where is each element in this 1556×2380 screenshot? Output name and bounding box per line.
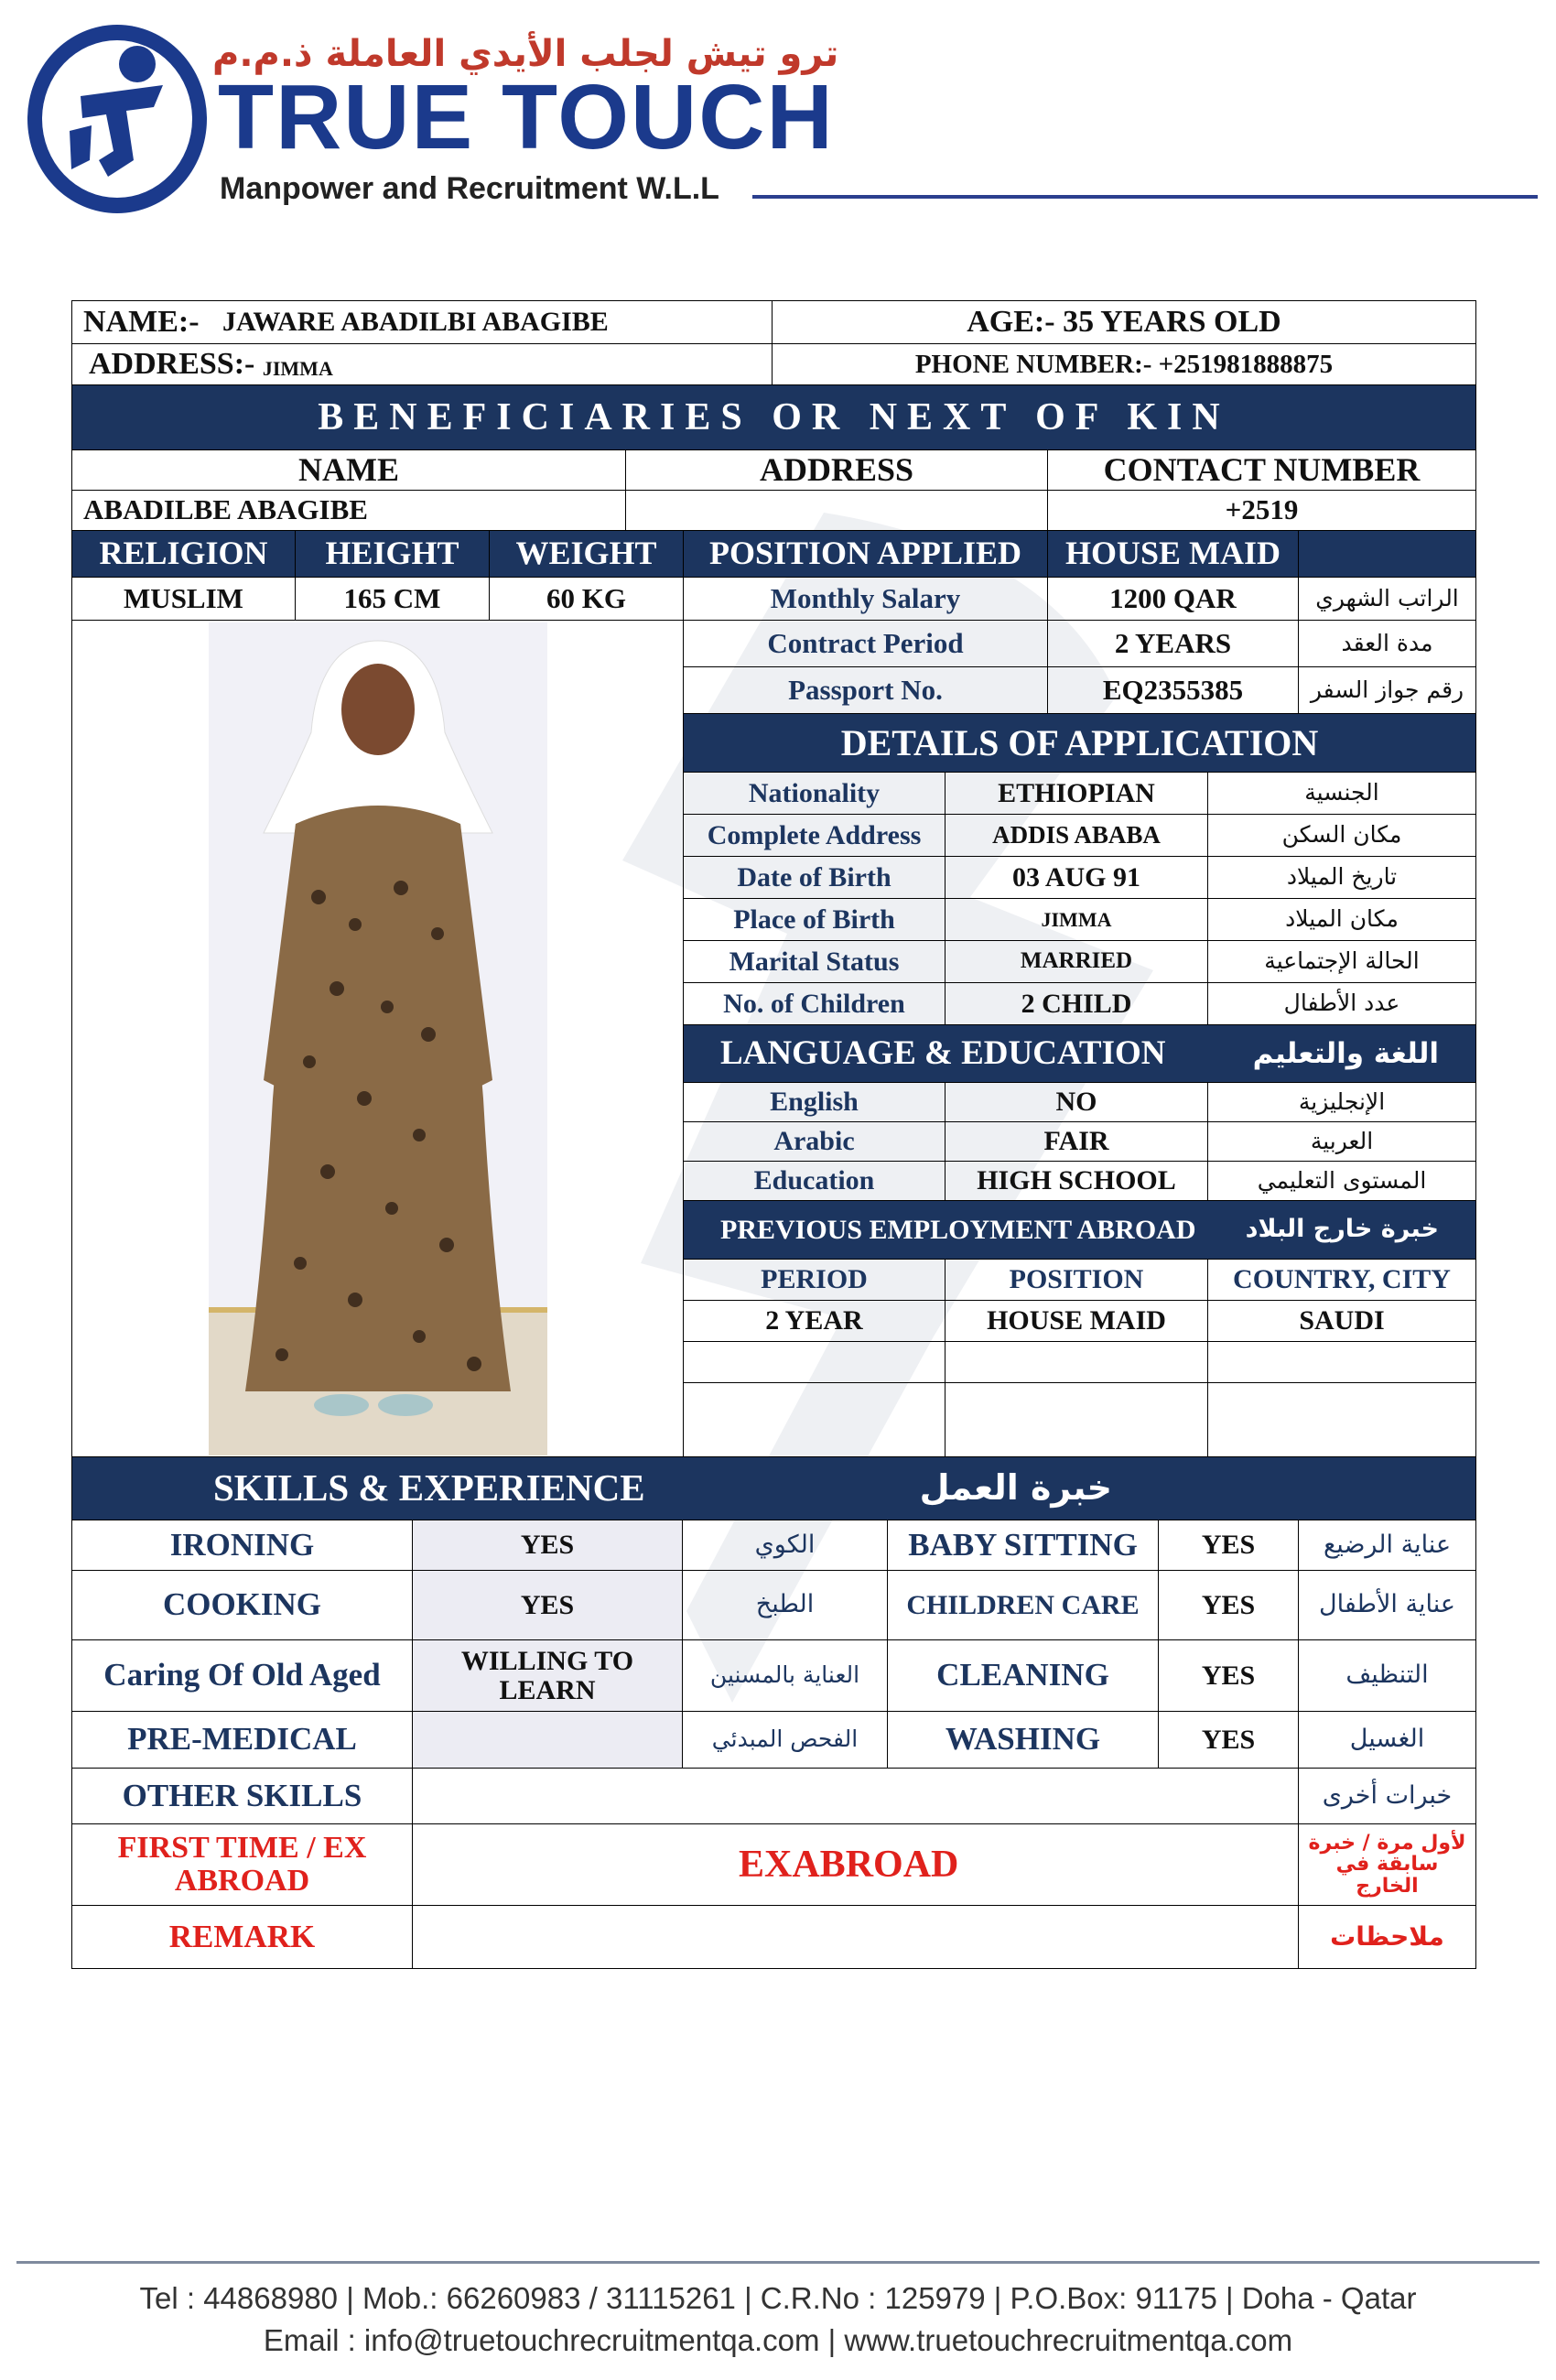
skill-babysitting-label: BABY SITTING	[887, 1520, 1159, 1571]
education-value: HIGH SCHOOL	[945, 1161, 1208, 1201]
skill-cooking-label: COOKING	[71, 1570, 413, 1640]
skill-ironing-label: IRONING	[71, 1520, 413, 1571]
children-label: No. of Children	[683, 982, 945, 1025]
emp-country-2	[1207, 1341, 1476, 1383]
salary-arabic: الراتب الشهري	[1298, 577, 1476, 621]
nationality-label: Nationality	[683, 772, 945, 815]
children-arabic: عدد الأطفال	[1207, 982, 1476, 1025]
kin-title: BENEFICIARIES OR NEXT OF KIN	[71, 384, 1476, 450]
arabic-value: FAIR	[945, 1121, 1208, 1162]
language-title-arabic: اللغة والتعليم	[1252, 1036, 1439, 1070]
emp-country-3	[1207, 1382, 1476, 1457]
footer-contact-line: Tel : 44868980 | Mob.: 66260983 / 31115261 | C.R.No : 125979 | P.O.Box: 91175 | Doha - Qatar	[139, 2281, 1417, 2315]
dob-arabic: تاريخ الميلاد	[1207, 856, 1476, 899]
skill-washing-arabic: الغسيل	[1298, 1711, 1476, 1769]
language-title-bar	[683, 1024, 1476, 1083]
skill-cleaning-label: CLEANING	[887, 1639, 1159, 1712]
candidate-name-cell	[71, 300, 773, 344]
emp-position-header: POSITION	[945, 1259, 1208, 1301]
first-time-label: FIRST TIME / EX ABROAD	[71, 1823, 413, 1906]
details-title: DETAILS OF APPLICATION	[683, 713, 1476, 773]
first-time-value: EXABROAD	[412, 1823, 1299, 1906]
other-skills-arabic: خبرات أخرى	[1298, 1768, 1476, 1824]
religion-header: RELIGION	[71, 530, 296, 578]
footer-divider	[16, 2261, 1540, 2264]
skill-children-care-value: YES	[1158, 1570, 1299, 1640]
emp-position-3	[945, 1382, 1208, 1457]
skill-babysitting-value: YES	[1158, 1520, 1299, 1571]
company-arabic-name: ترو تيش لجلب الأيدي العاملة ذ.م.م	[212, 33, 839, 75]
phone-cell: PHONE NUMBER:- +251981888875	[772, 343, 1476, 385]
skill-children-care-label: CHILDREN CARE	[887, 1570, 1159, 1640]
emp-period-1: 2 YEAR	[683, 1300, 945, 1342]
period-header: PERIOD	[683, 1259, 945, 1301]
address-value-detail: ADDIS ABABA	[945, 814, 1208, 857]
position-empty	[1298, 530, 1476, 578]
english-arabic: الإنجليزية	[1207, 1082, 1476, 1122]
country-header: COUNTRY, CITY	[1207, 1259, 1476, 1301]
remark-value	[412, 1905, 1299, 1969]
company-tagline: Manpower and Recruitment W.L.L	[220, 171, 719, 206]
skill-ironing-value: YES	[412, 1520, 683, 1571]
first-time-arabic: لأول مرة / خبرة سابقة في الخارج	[1298, 1823, 1476, 1906]
height-header: HEIGHT	[295, 530, 490, 578]
arabic-arabic: العربية	[1207, 1121, 1476, 1162]
emp-country-1: SAUDI	[1207, 1300, 1476, 1342]
skill-premedical-arabic: الفحص المبدئي	[682, 1711, 888, 1769]
salary-value: 1200 QAR	[1047, 577, 1299, 621]
education-arabic: المستوى التعليمي	[1207, 1161, 1476, 1201]
remark-label: REMARK	[71, 1905, 413, 1969]
skills-title: SKILLS & EXPERIENCE	[213, 1466, 645, 1509]
arabic-label: Arabic	[683, 1121, 945, 1162]
other-skills-value	[412, 1768, 1299, 1824]
kin-header-name: NAME	[71, 449, 626, 491]
remark-arabic: ملاحظات	[1298, 1905, 1476, 1969]
skill-cleaning-value: YES	[1158, 1639, 1299, 1712]
passport-label: Passport No.	[683, 666, 1048, 714]
emp-period-2	[683, 1341, 945, 1383]
skill-babysitting-arabic: عناية الرضيع	[1298, 1520, 1476, 1571]
skill-washing-label: WASHING	[887, 1711, 1159, 1769]
other-skills-label: OTHER SKILLS	[71, 1768, 413, 1824]
contract-arabic: مدة العقد	[1298, 620, 1476, 667]
contract-label: Contract Period	[683, 620, 1048, 667]
children-value: 2 CHILD	[945, 982, 1208, 1025]
english-label: English	[683, 1082, 945, 1122]
skill-premedical-label: PRE-MEDICAL	[71, 1711, 413, 1769]
kin-name: ABADILBE ABAGIBE	[71, 490, 626, 531]
skill-cleaning-arabic: التنظيف	[1298, 1639, 1476, 1712]
address-label-detail: Complete Address	[683, 814, 945, 857]
brand-name: TRUE TOUCH	[218, 66, 835, 168]
skills-title-bar	[71, 1456, 1476, 1520]
kin-contact: +2519	[1047, 490, 1476, 531]
salary-label: Monthly Salary	[683, 577, 1048, 621]
skill-children-care-arabic: عناية الأطفال	[1298, 1570, 1476, 1640]
language-title: LANGUAGE & EDUCATION	[720, 1033, 1166, 1072]
passport-arabic: رقم جواز السفر	[1298, 666, 1476, 714]
employment-title: PREVIOUS EMPLOYMENT ABROAD	[720, 1214, 1196, 1245]
contract-value: 2 YEARS	[1047, 620, 1299, 667]
kin-header-contact: CONTACT NUMBER	[1047, 449, 1476, 491]
marital-arabic: الحالة الإجتماعية	[1207, 940, 1476, 983]
kin-header-address: ADDRESS	[625, 449, 1048, 491]
pob-value: JIMMA	[945, 898, 1208, 941]
skill-cooking-value: YES	[412, 1570, 683, 1640]
nationality-arabic: الجنسية	[1207, 772, 1476, 815]
footer-web-line: Email : info@truetouchrecruitmentqa.com | www.truetouchrecruitmentqa.com	[263, 2323, 1293, 2357]
skill-washing-value: YES	[1158, 1711, 1299, 1769]
nationality-value: ETHIOPIAN	[945, 772, 1208, 815]
english-value: NO	[945, 1082, 1208, 1122]
passport-value: EQ2355385	[1047, 666, 1299, 714]
religion-value: MUSLIM	[71, 577, 296, 621]
address-cell	[71, 343, 773, 385]
dob-value: 03 AUG 91	[945, 856, 1208, 899]
address-label: ADDRESS:-	[89, 347, 255, 382]
skills-title-arabic: خبرة العمل	[919, 1467, 1112, 1509]
height-value: 165 CM	[295, 577, 490, 621]
emp-position-1: HOUSE MAID	[945, 1300, 1208, 1342]
age-cell: AGE:- 35 YEARS OLD	[772, 300, 1476, 344]
marital-label: Marital Status	[683, 940, 945, 983]
skill-premedical-value	[412, 1711, 683, 1769]
weight-header: WEIGHT	[489, 530, 684, 578]
skill-old-aged-value: WILLING TO LEARN	[412, 1639, 683, 1712]
name-label: NAME:-	[83, 305, 200, 340]
photo-frame	[71, 620, 684, 1457]
skill-old-aged-arabic: العناية بالمسنين	[682, 1639, 888, 1712]
skill-ironing-arabic: الكوي	[682, 1520, 888, 1571]
address-arabic-detail: مكان السكن	[1207, 814, 1476, 857]
education-label: Education	[683, 1161, 945, 1201]
pob-label: Place of Birth	[683, 898, 945, 941]
marital-value: MARRIED	[945, 940, 1208, 983]
position-applied-header: POSITION APPLIED	[683, 530, 1048, 578]
dob-label: Date of Birth	[683, 856, 945, 899]
candidate-name: JAWARE ABADILBI ABAGIBE	[222, 307, 609, 338]
skill-old-aged-label: Caring Of Old Aged	[71, 1639, 413, 1712]
kin-address	[625, 490, 1048, 531]
weight-value: 60 KG	[489, 577, 684, 621]
header-divider	[752, 195, 1538, 199]
person-logo-icon	[26, 23, 209, 215]
skill-cooking-arabic: الطبخ	[682, 1570, 888, 1640]
emp-position-2	[945, 1341, 1208, 1383]
pob-arabic: مكان الميلاد	[1207, 898, 1476, 941]
emp-period-3	[683, 1382, 945, 1457]
employment-title-bar	[683, 1200, 1476, 1260]
candidate-address: JIMMA	[262, 357, 333, 381]
position-value: HOUSE MAID	[1047, 530, 1299, 578]
employment-title-arabic: خبرة خارج البلاد	[1245, 1215, 1439, 1244]
